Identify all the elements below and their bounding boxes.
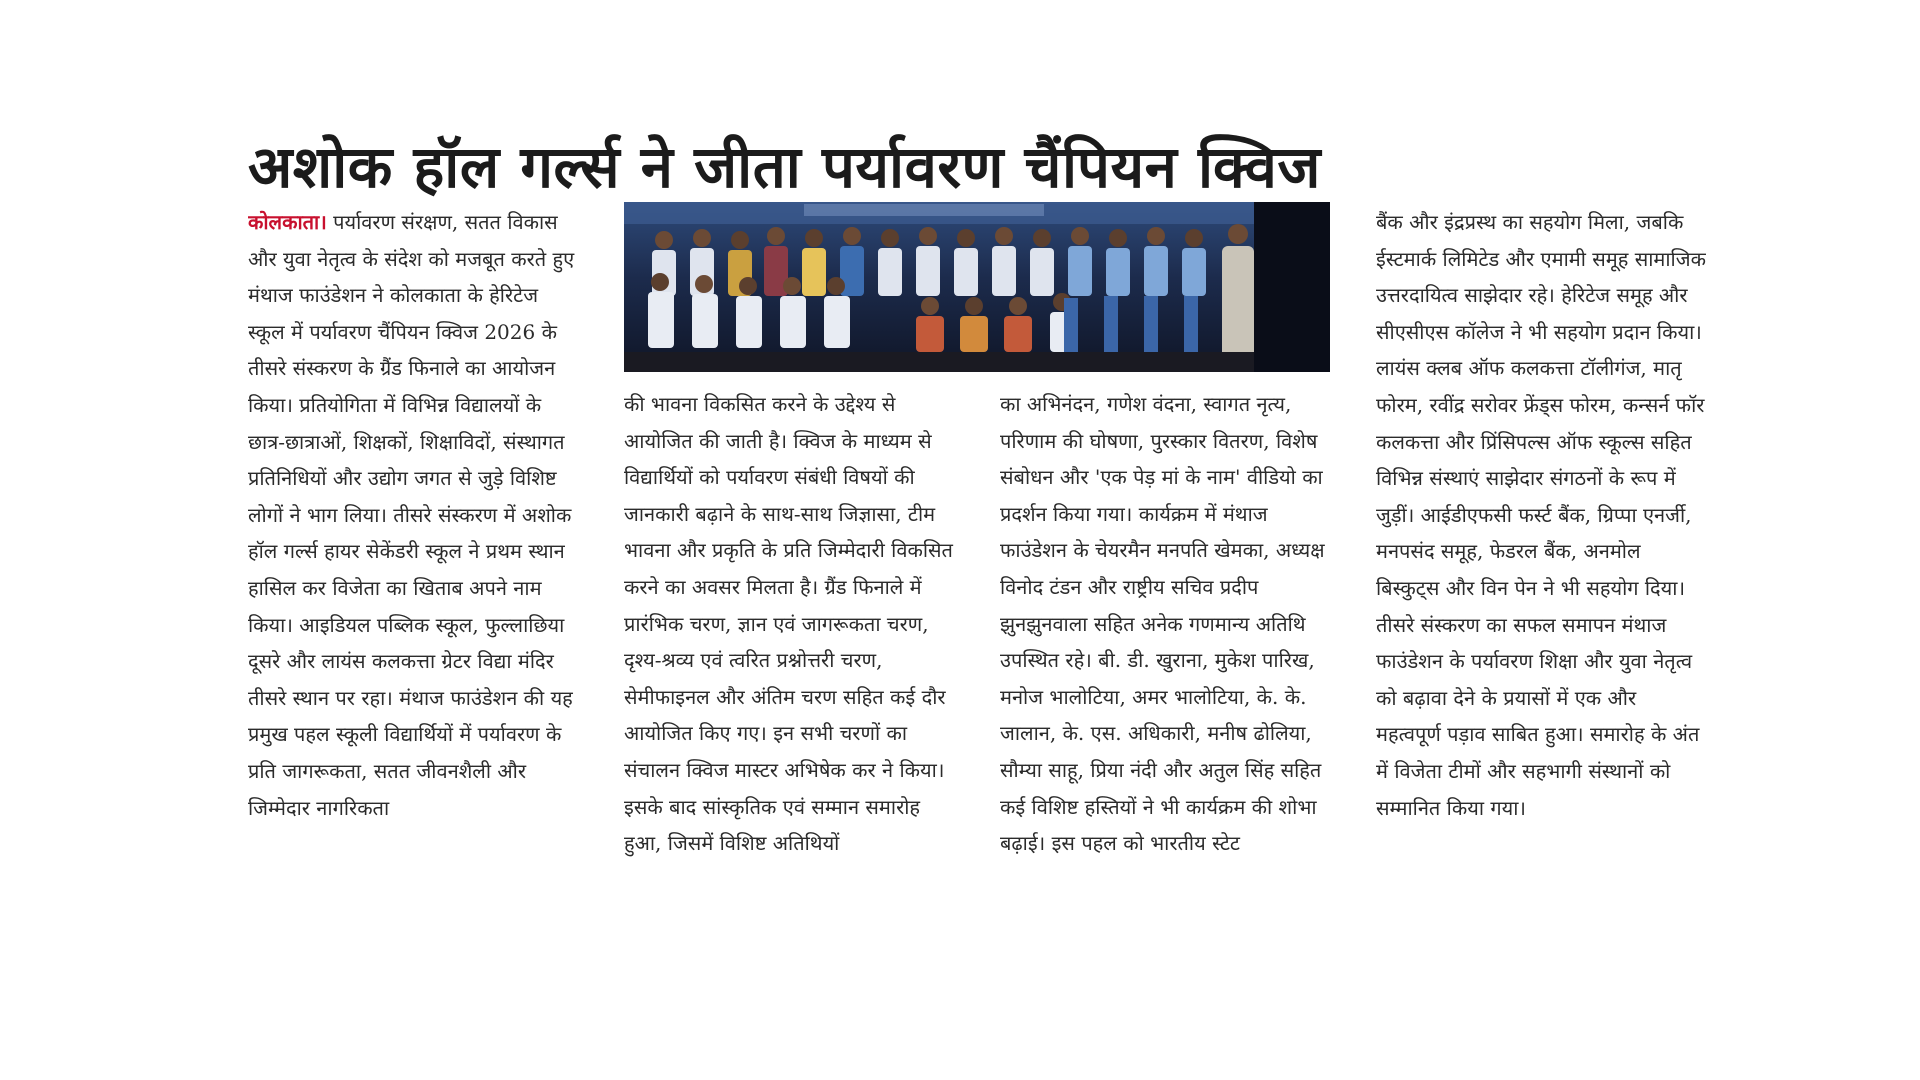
article-column-3: का अभिनंदन, गणेश वंदना, स्वागत नृत्य, परिणाम की घोषणा, पुरस्कार वितरण, विशेष संबोधन और 'एक पेड़ मां के नाम' वीडियो का प्रदर्शन किया गया। कार्यक्रम में मंथाज फाउंडेशन के चेयरमैन मनपति खेमका, अध्यक्ष विनोद टंडन और राष्ट्रीय सचिव प्रदीप झुनझुनवाला सहित अनेक गणमान्य अतिथि उपस्थित रहे। बी. डी. खुराना, मुकेश पारिख, मनोज भालोटिया, अमर भालोटिया, के. के. जालान, के. एस. अधिकारी, मनीष ढोलिया, सौम्या साहू, प्रिया नंदी और अतुल सिंह सहित कई विशिष्ट हस्तियों ने भी कार्यक्रम की शोभा बढ़ाई। इस पहल को भारतीय स्टेट — [1000, 392, 1325, 856]
article-dateline: कोलकाता। — [248, 210, 327, 234]
group-photo-image — [624, 202, 1330, 372]
article-headline: अशोक हॉल गर्ल्स ने जीता पर्यावरण चैंपियन क्विज — [248, 133, 1321, 201]
article-column-4: बैंक और इंद्रप्रस्थ का सहयोग मिला, जबकि ईस्टमार्क लिमिटेड और एमामी समूह सामाजिक उत्तरदायित्व साझेदार रहे। हेरिटेज समूह और सीएसीएस कॉलेज ने भी सहयोग प्रदान किया। लायंस क्लब ऑफ कलकत्ता टॉलीगंज, मातृ फोरम, रवींद्र सरोवर फ्रेंड्स फोरम, कन्सर्न फॉर कलकत्ता और प्रिंसिपल्स ऑफ स्कूल्स सहित विभिन्न संस्थाएं साझेदार संगठनों के रूप में जुड़ीं। आईडीएफसी फर्स्ट बैंक, ग्रिप्पा एनर्जी, मनपसंद समूह, फेडरल बैंक, अनमोल बिस्कुट्स और विन पेन ने भी सहयोग दिया। तीसरे संस्करण का सफल समापन मंथाज फाउंडेशन के पर्यावरण शिक्षा और युवा नेतृत्व को बढ़ावा देने के प्रयासों में एक और महत्वपूर्ण पड़ाव साबित हुआ। समारोह के अंत में विजेता टीमों और सहभागी संस्थानों को सम्मानित किया गया। — [1376, 210, 1706, 820]
article-column-1-text: पर्यावरण संरक्षण, सतत विकास और युवा नेतृत्व के संदेश को मजबूत करते हुए मंथाज फाउंडेशन ने कोलकाता के हेरिटेज स्कूल में पर्यावरण चैंपियन क्विज 2026 के तीसरे संस्करण के ग्रैंड फिनाले का आयोजन किया। प्रतियोगिता में विभिन्न विद्यालयों के छात्र-छात्राओं, शिक्षकों, शिक्षाविदों, संस्थागत प्रतिनिधियों और उद्योग जगत से जुड़े विशिष्ट लोगों ने भाग लिया। तीसरे संस्करण में अशोक हॉल गर्ल्स हायर सेकेंडरी स्कूल ने प्रथम स्थान हासिल कर विजेता का खिताब अपने नाम किया। आइडियल पब्लिक स्कूल, फुल्लाछिया दूसरे और लायंस कलकत्ता ग्रेटर विद्या मंदिर तीसरे स्थान पर रहा। मंथाज फाउंडेशन की यह प्रमुख पहल स्कूली विद्यार्थियों में पर्यावरण के प्रति जागरूकता, सतत जीवनशैली और जिम्मेदार नागरिकता — [248, 210, 575, 820]
article-column-1 — [248, 204, 578, 904]
article-photo — [624, 202, 1330, 372]
article-column-2: की भावना विकसित करने के उद्देश्य से आयोजित की जाती है। क्विज के माध्यम से विद्यार्थियों को पर्यावरण संबंधी विषयों की जानकारी बढ़ाने के साथ-साथ जिज्ञासा, टीम भावना और प्रकृति के प्रति जिम्मेदारी विकसित करने का अवसर मिलता है। ग्रैंड फिनाले में प्रारंभिक चरण, ज्ञान एवं जागरूकता चरण, दृश्य-श्रव्य एवं त्वरित प्रश्नोत्तरी चरण, सेमीफाइनल और अंतिम चरण सहित कई दौर आयोजित किए गए। इन सभी चरणों का संचालन क्विज मास्टर अभिषेक कर ने किया। इसके बाद सांस्कृतिक एवं सम्मान समारोह हुआ, जिसमें विशिष्ट अतिथियों — [624, 392, 953, 856]
